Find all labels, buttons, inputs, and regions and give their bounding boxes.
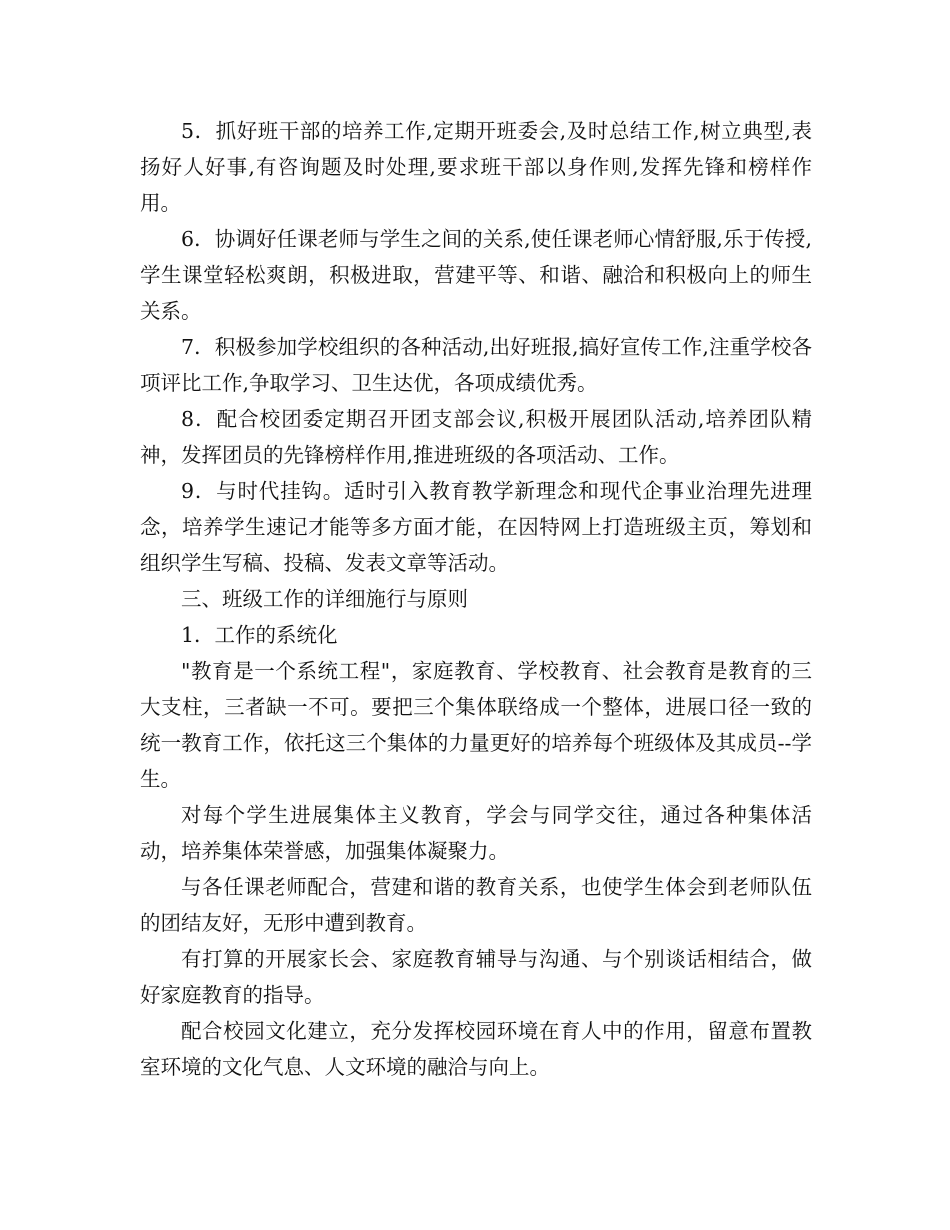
- subsection-heading: 1．工作的系统化: [181, 623, 338, 647]
- paragraph-item-5: 5．抓好班干部的培养工作,定期开班委会,及时总结工作,树立典型,表扬好人好事,有咨询题及时处理,要求班干部以身作则,发挥先锋和榜样作用。: [140, 119, 812, 215]
- paragraph-campus-culture: 配合校园文化建立，充分发挥校园环境在育人中的作用，留意布置教室环境的文化气息、人文环境的融洽与向上。: [140, 1019, 812, 1079]
- paragraph-parent-meetings: 有打算的开展家长会、家庭教育辅导与沟通、与个别谈话相结合，做好家庭教育的指导。: [140, 947, 812, 1007]
- paragraph-item-9: 9．与时代挂钩。适时引入教育教学新理念和现代企事业治理先进理念，培养学生速记才能等多方面才能，在因特网上打造班级主页，筹划和组织学生写稿、投稿、发表文章等活动。: [140, 479, 812, 575]
- paragraph-system-engineering: "教育是一个系统工程"，家庭教育、学校教育、社会教育是教育的三大支柱，三者缺一不可。要把三个集体联络成一个整体，进展口径一致的统一教育工作，依托这三个集体的力量更好的培养每个班级体及其成员--学生。: [140, 659, 812, 791]
- paragraph-collectivism: 对每个学生进展集体主义教育，学会与同学交往，通过各种集体活动，培养集体荣誉感，加强集体凝聚力。: [140, 803, 812, 863]
- paragraph-teacher-cooperation: 与各任课老师配合，营建和谐的教育关系，也使学生体会到老师队伍的团结友好，无形中遭到教育。: [140, 875, 812, 935]
- document-page: [140, 113, 812, 1085]
- paragraph-item-6: 6．协调好任课老师与学生之间的关系,使任课老师心情舒服,乐于传授,学生课堂轻松爽朗，积极进取，营建平等、和谐、融洽和积极向上的师生关系。: [140, 227, 812, 323]
- section-heading: 三、班级工作的详细施行与原则: [181, 587, 468, 611]
- paragraph-item-7: 7．积极参加学校组织的各种活动,出好班报,搞好宣传工作,注重学校各项评比工作,争取学习、卫生达优，各项成绩优秀。: [140, 335, 812, 395]
- paragraph-item-8: 8．配合校团委定期召开团支部会议,积极开展团队活动,培养团队精神，发挥团员的先锋榜样作用,推进班级的各项活动、工作。: [140, 407, 812, 467]
